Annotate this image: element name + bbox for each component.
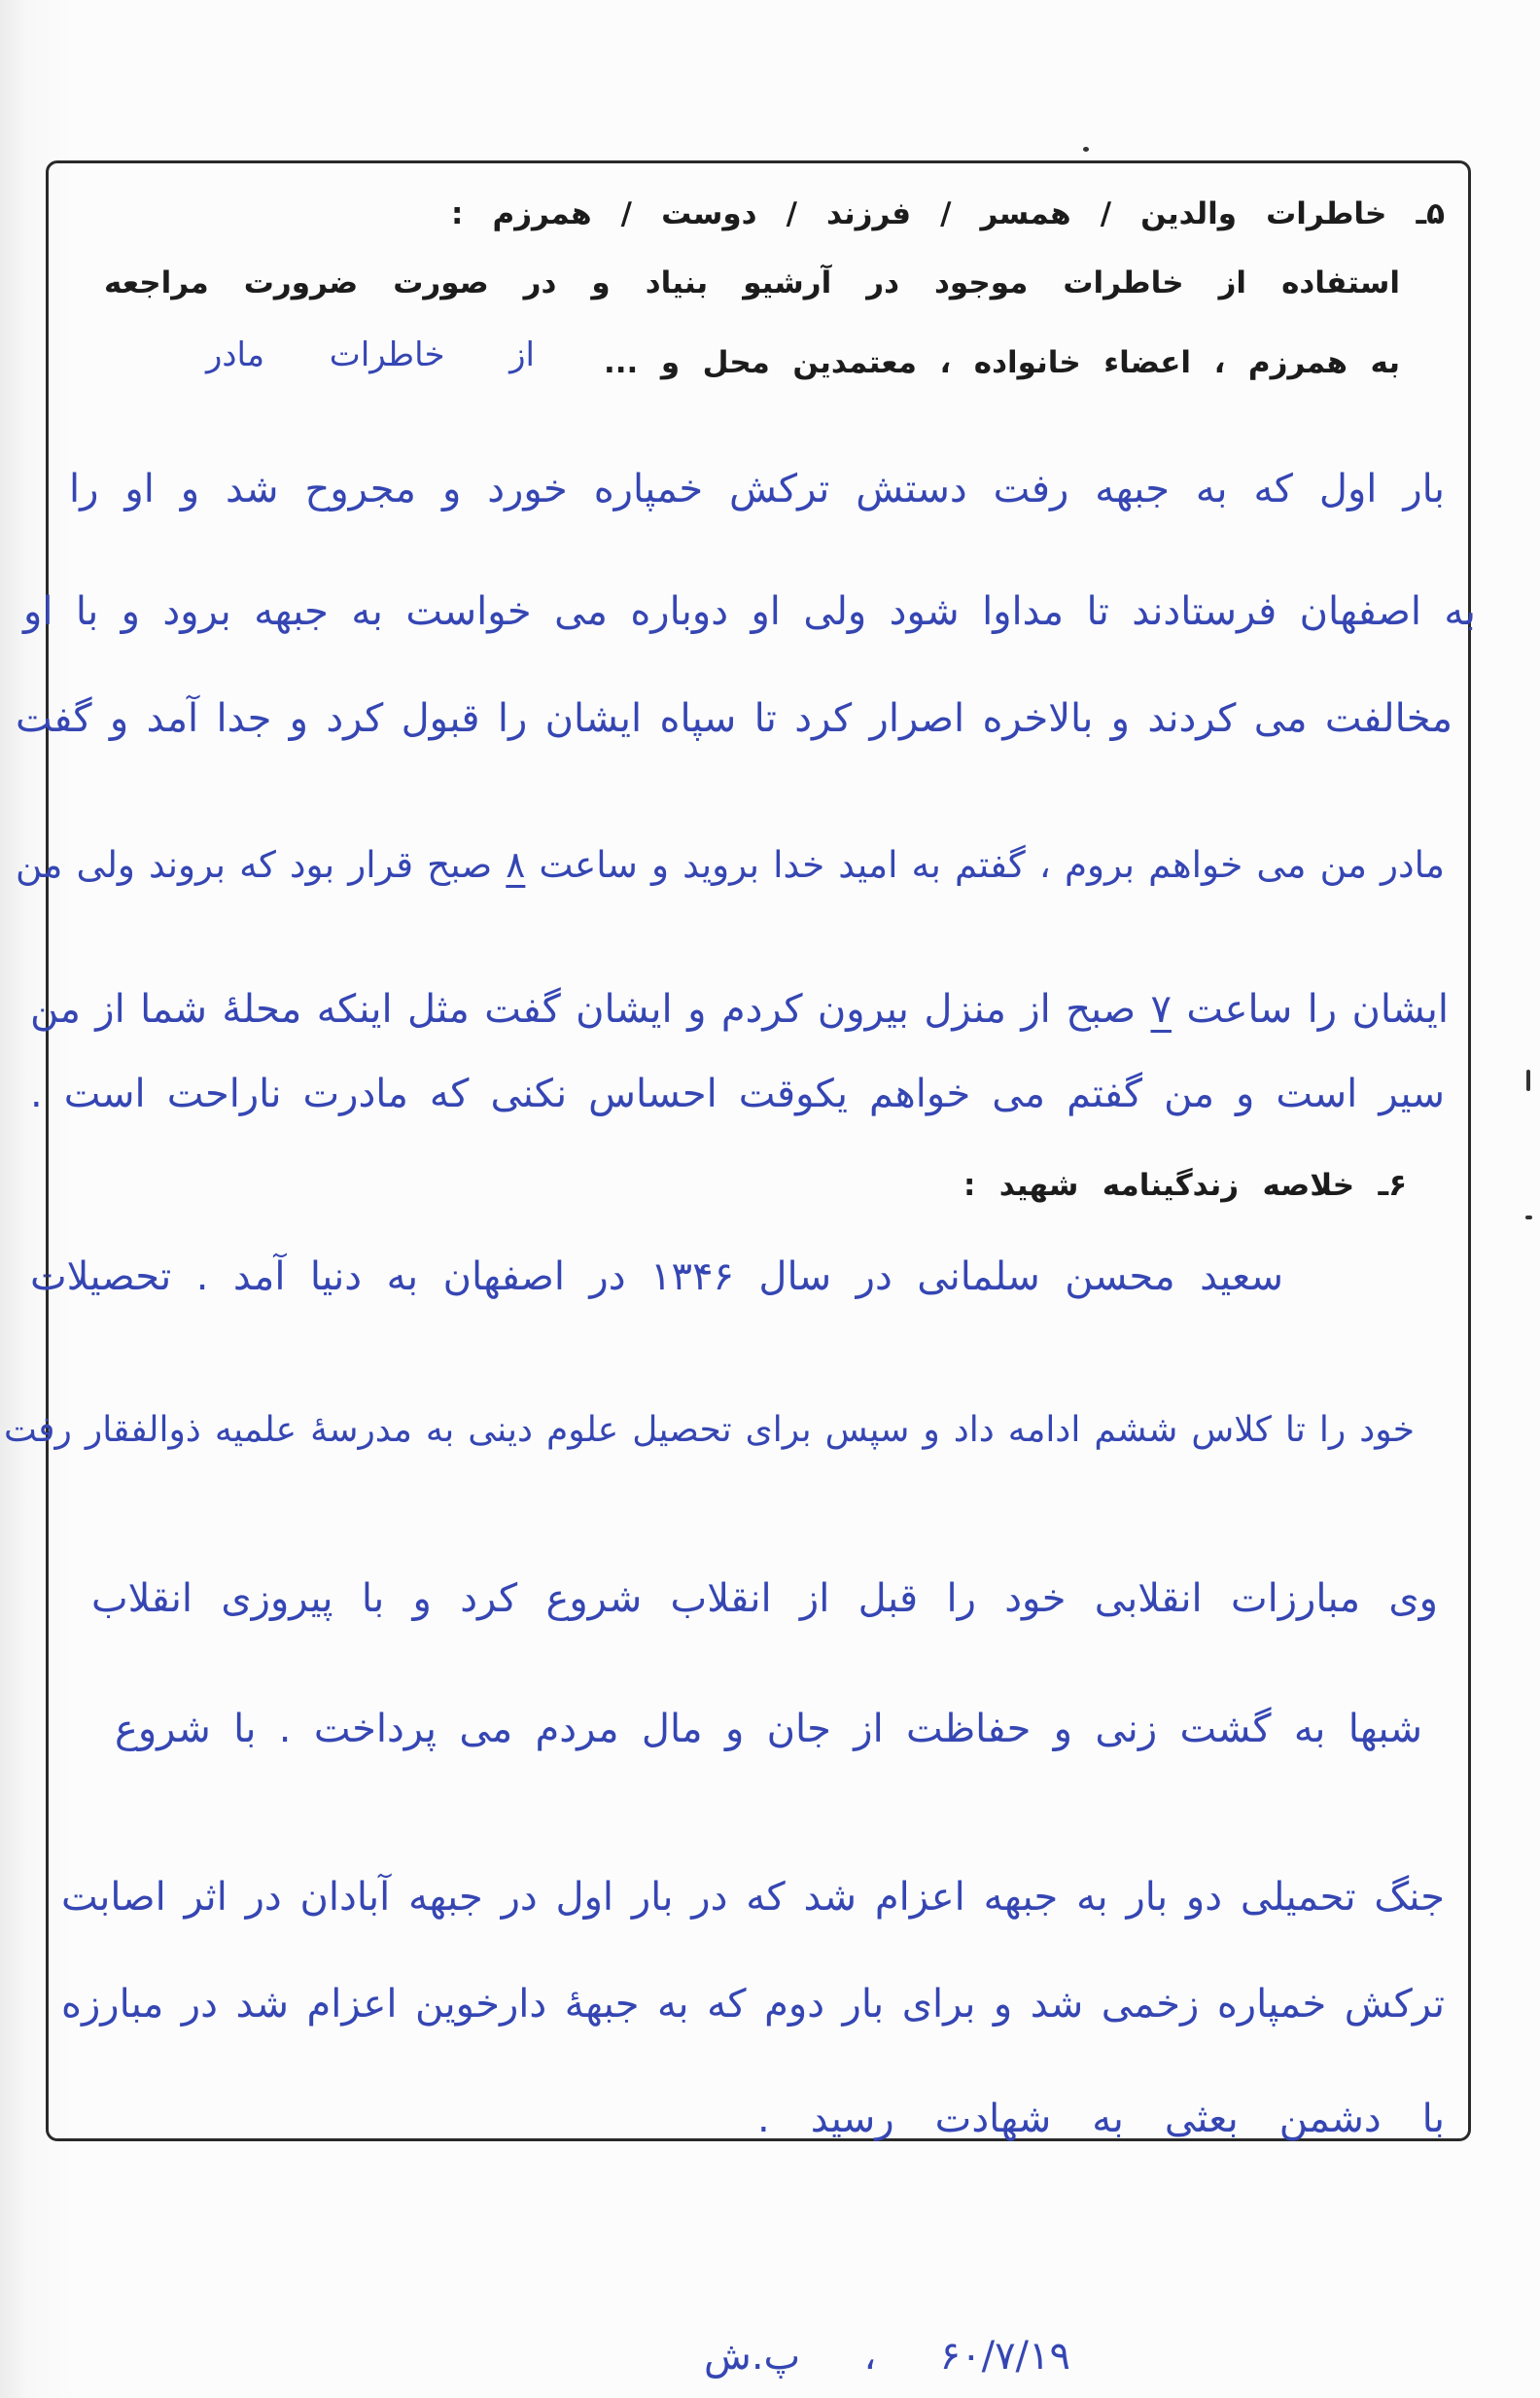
biography-line: با دشمن بعثی به شهادت رسید . <box>757 2097 1445 2141</box>
underlined-number: ۷ <box>1150 987 1172 1032</box>
section-5-heading: ۵ـ خاطرات والدین / همسر / فرزند / دوست / همرزم : <box>451 196 1445 231</box>
memory-line: مخالفت می کردند و بالاخره اصرار کرد تا سپاه ایشان را قبول کرد و جدا آمد و گفت <box>16 696 1452 741</box>
section-6-heading: ۶ـ خلاصه زندگینامه شهید : <box>963 1168 1407 1203</box>
section-5-instruction: به همرزم ، اعضاء خانواده ، معتمدین محل و ... <box>604 345 1400 380</box>
biography-line: سعید محسن سلمانی در سال ۱۳۴۶ در اصفهان به دنیا آمد . تحصیلات <box>30 1254 1283 1299</box>
section-5-instruction: استفاده از خاطرات موجود در آرشیو بنیاد و در صورت ضرورت مراجعه <box>104 265 1400 300</box>
biography-line: جنگ تحمیلی دو بار به جبهه اعزام شد که در بار اول در جبهه آبادان در اثر اصابت <box>61 1875 1445 1920</box>
ink-dot <box>1083 147 1089 152</box>
memory-text: ایشان را ساعت <box>1171 987 1449 1032</box>
memory-line <box>16 830 1445 899</box>
memory-text: صبح از منزل بیرون کردم و ایشان گفت مثل اینکه محلۀ شما از من <box>30 987 1151 1032</box>
margin-mark <box>1526 1070 1530 1091</box>
memory-text: صبح قرار بود که بروند ولی من <box>16 843 507 886</box>
source-note: از خاطرات مادر <box>206 335 535 374</box>
memory-line: بار اول که به جبهه رفت دستش ترکش خمپاره خورد و مجروح شد و او را <box>69 467 1445 511</box>
memory-line: سیر است و من گفتم می خواهم یکوقت احساس نکنی که مادرت ناراحت است . <box>30 1072 1445 1116</box>
underlined-number: ۸ <box>506 843 526 886</box>
biography-line: ترکش خمپاره زخمی شد و برای بار دوم که به جبهۀ دارخوین اعزام شد در مبارزه <box>61 1982 1445 2027</box>
biography-line: خود را تا کلاس ششم ادامه داد و سپس برای تحصیل علوم دینی به مدرسۀ علمیه ذوالفقار رفت <box>4 1410 1415 1450</box>
date-annotation: ۶۰/۷/۱۹ ، پ.ش <box>704 2334 1070 2379</box>
margin-mark <box>1525 1216 1532 1219</box>
memory-line: به اصفهان فرستادند تا مداوا شود ولی او دوباره می خواست به جبهه برود و با او <box>23 589 1476 634</box>
memory-line <box>30 975 1449 1043</box>
biography-line: شبها به گشت زنی و حفاظت از جان و مال مردم می پرداخت . با شروع <box>115 1707 1422 1751</box>
memory-text: مادر من می خواهم بروم ، گفتم به امید خدا بروید و ساعت <box>525 843 1445 886</box>
biography-line: وی مبارزات انقلابی خود را قبل از انقلاب شروع کرد و با پیروزی انقلاب <box>91 1576 1438 1621</box>
